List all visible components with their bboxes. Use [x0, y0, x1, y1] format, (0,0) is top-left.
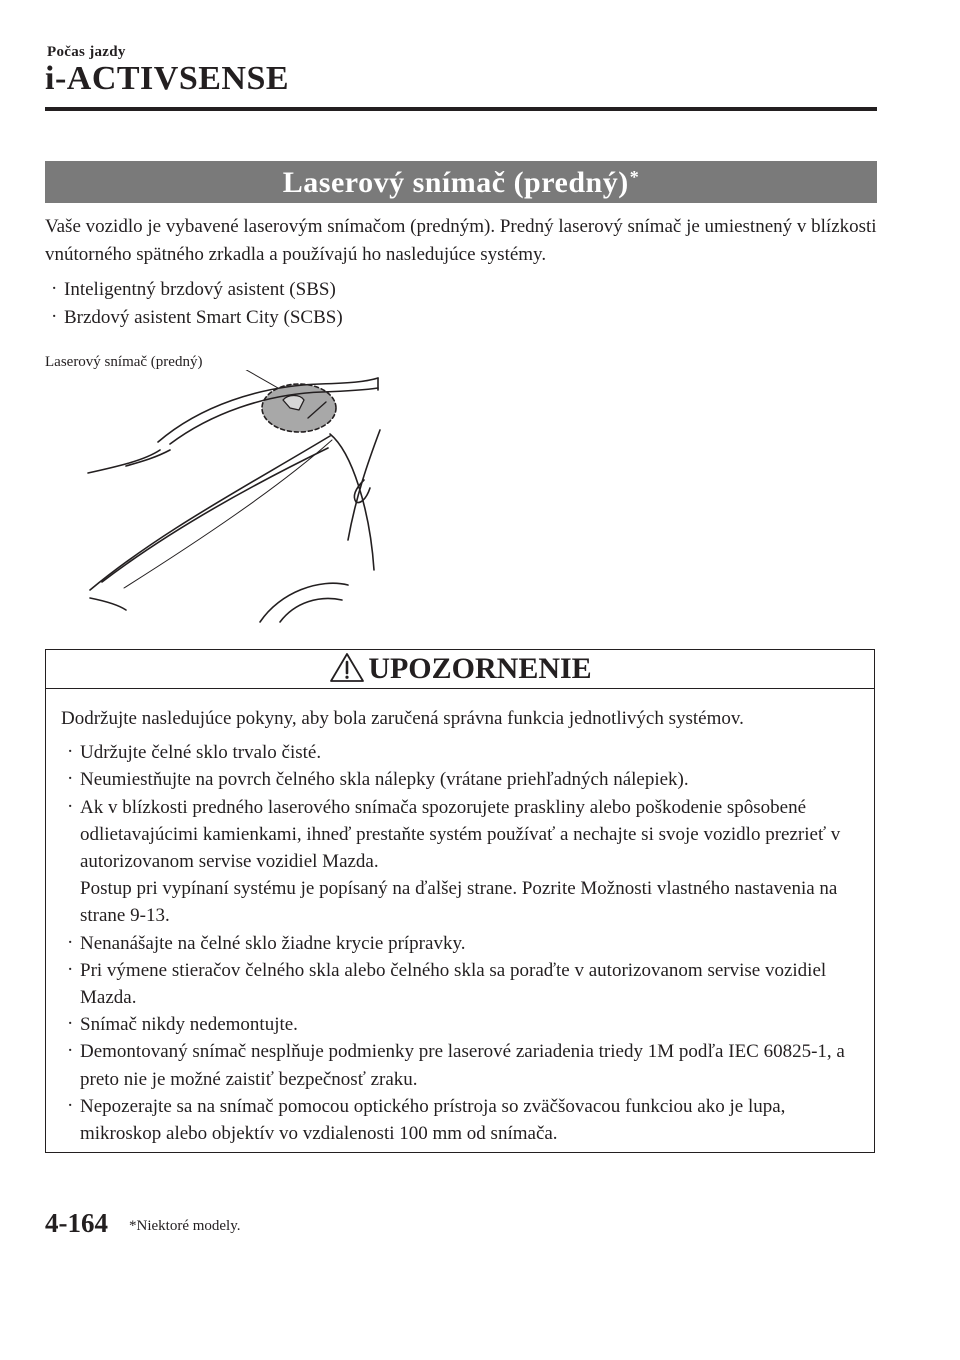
caution-list: [61, 739, 860, 1147]
footnote: *Niektoré modely.: [129, 1218, 241, 1234]
list-item-text: Nepozerajte sa na snímač pomocou optického prístroja so zväčšovacou funkciou ako je lupa, mikroskop alebo objektív vo vzdialenosti 100 mm od snímača.: [80, 1095, 786, 1145]
caution-box: [45, 649, 875, 1153]
caution-header: [46, 650, 874, 689]
bullet-icon: ·: [67, 958, 74, 980]
list-item: [61, 930, 860, 957]
bullet-icon: ·: [67, 795, 74, 817]
bullet-icon: ·: [51, 306, 58, 327]
intro-block: [45, 213, 885, 332]
list-item: [61, 957, 860, 1011]
figure-callout-label: Laserový snímač (predný): [45, 354, 203, 370]
page-number: 4-164: [45, 1208, 108, 1238]
list-item-text: Neumiestňujte na povrch čelného skla nálepky (vrátane priehľadných nálepiek).: [80, 769, 689, 791]
list-item-text: Demontovaný snímač nesplňuje podmienky pre laserové zariadenia triedy 1M podľa IEC 60825-1, a preto nie je možné zaistiť bezpečnosť zraku.: [80, 1041, 845, 1090]
list-item-text: Ak v blízkosti predného laserového snímača spozorujete praskliny alebo poškodenie spôsobené odlietavajúcimi kamienkami, ihneď prestaňte systém používať a nechajte si svoje vozidlo prezrieť v autorizovanom servise vozidiel Mazda.: [80, 796, 841, 873]
list-item: [61, 794, 860, 930]
list-item-text: Inteligentný brzdový asistent (SBS): [64, 279, 336, 300]
bullet-icon: ·: [51, 278, 58, 299]
footnote-mark: *: [629, 167, 640, 187]
bullet-icon: ·: [67, 768, 74, 790]
caution-title: UPOZORNENIE: [368, 652, 592, 685]
list-item-text: Nenanášajte na čelné sklo žiadne krycie prípravky.: [80, 932, 466, 954]
windshield-sensor-illustration: [80, 370, 400, 625]
list-item: [45, 304, 885, 332]
bullet-icon: ·: [67, 741, 74, 763]
header-rule: [45, 107, 877, 111]
bullet-icon: ·: [67, 1013, 74, 1035]
list-item: [61, 1011, 860, 1038]
list-item: [45, 276, 885, 304]
list-item: [61, 766, 860, 793]
list-item-text: Udržujte čelné sklo trvalo čisté.: [80, 742, 322, 764]
list-item: [61, 739, 860, 766]
section-title: Laserový snímač (predný): [282, 166, 629, 199]
list-item-text: Pri výmene stieračov čelného skla alebo čelného skla sa poraďte v autorizovanom servise vozidiel Mazda.: [80, 959, 827, 1009]
intro-paragraph: Vaše vozidlo je vybavené laserovým snímačom (predným). Predný laserový snímač je umiestnený v blízkosti vnútorného spätného zrkadla a používajú ho nasledujúce systémy.: [45, 216, 877, 265]
warning-triangle-icon: [328, 651, 366, 683]
list-item: [61, 1093, 860, 1147]
bullet-icon: ·: [67, 1040, 74, 1062]
caution-intro: Dodržujte nasledujúce pokyny, aby bola zaručená správna funkcia jednotlivých systémov.: [61, 708, 744, 729]
caution-content: [46, 689, 874, 1147]
list-item-text: Snímač nikdy nedemontujte.: [80, 1014, 298, 1036]
bullet-icon: ·: [67, 1094, 74, 1116]
bullet-icon: ·: [67, 931, 74, 953]
chapter-title: i-ACTIVSENSE: [45, 60, 290, 97]
list-item: [61, 1038, 860, 1092]
list-item-continuation: Postup pri vypínaní systému je popísaný na ďalšej strane. Pozrite Možnosti vlastného nastavenia na strane 9-13.: [80, 878, 838, 927]
section-kicker: Počas jazdy: [47, 44, 126, 60]
list-item-text: Brzdový asistent Smart City (SCBS): [64, 307, 343, 328]
systems-list: [45, 276, 885, 332]
section-title-bar: [45, 161, 877, 203]
